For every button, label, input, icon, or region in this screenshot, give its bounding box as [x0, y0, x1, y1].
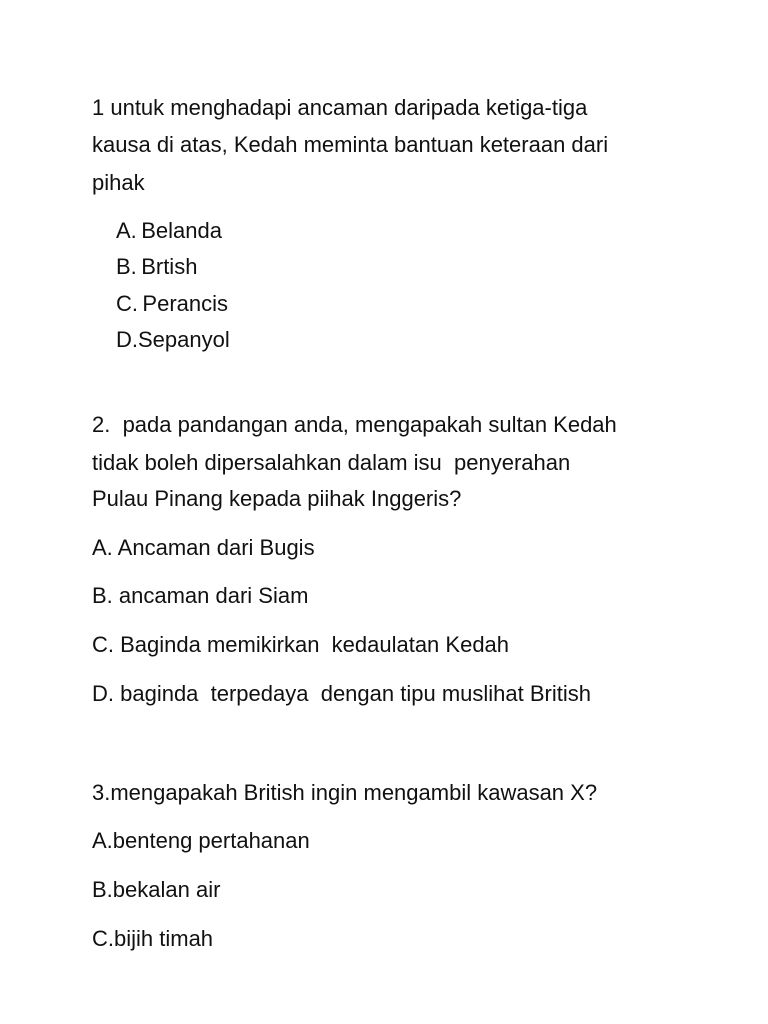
question-1-text-line-3: pihak [92, 170, 145, 195]
question-1-text-line-2: kausa di atas, Kedah meminta bantuan keteraan dari [92, 132, 609, 157]
question-2-text-line-1: 2. pada pandangan anda, mengapakah sultan Kedah [92, 412, 617, 437]
question-3-option-c: C.bijih timah [92, 926, 214, 951]
question-1-option-a: A. Belanda [116, 218, 222, 243]
question-2-text-line-2: tidak boleh dipersalahkan dalam isu penyerahan [92, 450, 571, 475]
question-3-option-a: A.benteng pertahanan [92, 828, 310, 853]
question-2-text-line-3: Pulau Pinang kepada piihak Inggeris? [92, 486, 462, 511]
question-2-option-d: D. baginda terpedaya dengan tipu muslihat British [92, 681, 591, 706]
question-1-option-b: B. Brtish [116, 254, 198, 279]
question-2-option-c: C. Baginda memikirkan kedaulatan Kedah [92, 632, 510, 657]
question-1-text-line-1: 1 untuk menghadapi ancaman daripada ketiga-tiga [92, 95, 588, 120]
question-2-option-b: B. ancaman dari Siam [92, 583, 309, 608]
question-1-option-c: C. Perancis [116, 291, 228, 316]
question-2-option-a: A. Ancaman dari Bugis [92, 535, 315, 560]
question-3-text-line-1: 3.mengapakah British ingin mengambil kawasan X? [92, 780, 598, 805]
question-1-option-d: D.Sepanyol [116, 327, 230, 352]
question-3-option-b: B.bekalan air [92, 877, 221, 902]
